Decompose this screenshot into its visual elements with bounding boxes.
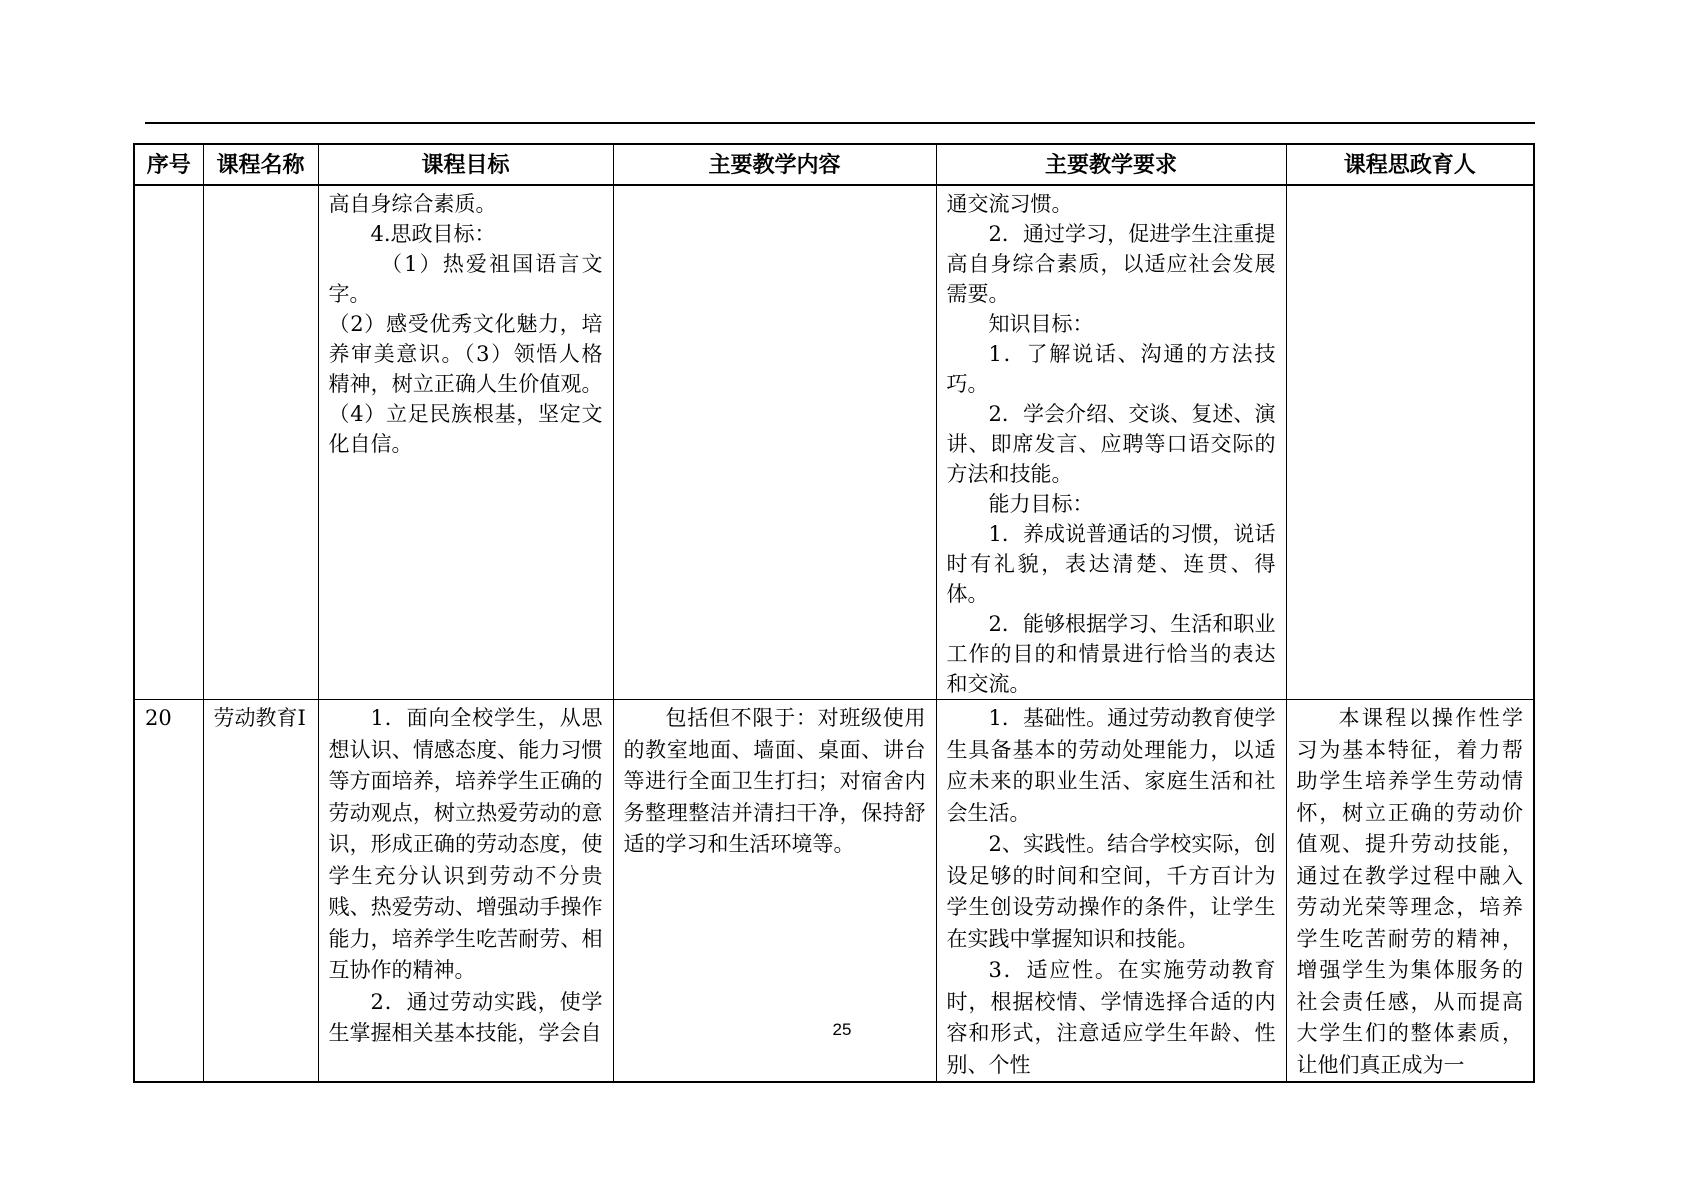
paragraph: 2、实践性。结合学校实际，创设足够的时间和空间，千方百计为学生创设劳动操作的条件，让学生在实践中掌握知识和技能。 xyxy=(946,832,1276,951)
paragraph: 1．基础性。通过劳动教育使学生具备基本的劳动处理能力，以适应未来的职业生活、家庭生活和社会生活。 xyxy=(946,706,1276,825)
table-row-continuation xyxy=(134,185,1534,700)
paragraph: 通交流习惯。 xyxy=(946,192,1073,216)
cell-requirements xyxy=(936,185,1286,700)
paragraph: 2．学会介绍、交谈、复述、演讲、即席发言、应聘等口语交际的方法和技能。 xyxy=(946,402,1276,486)
cell-seq xyxy=(134,185,203,700)
course-table xyxy=(133,143,1535,1083)
paragraph: 2．通过劳动实践，使学生掌握相关基本技能，学会自 xyxy=(328,989,603,1045)
page-number: 25 xyxy=(832,1020,852,1039)
header-ideology: 课程思政育人 xyxy=(1286,144,1534,185)
paragraph: 本课程以操作性学习为基本特征，着力帮助学生培养学生劳动情怀，树立正确的劳动价值观、提升劳动技能，通过在教学过程中融入劳动光荣等理念，培养学生吃苦耐劳的精神，增强学生为集体服务的社会责任感，从而提高大学生们的整体素质，让他们真正成为一 xyxy=(1296,706,1523,1077)
paragraph: （2）感受优秀文化魅力，培养审美意识。（3）领悟人格精神，树立正确人生价值观。（4）立足民族根基，坚定文化自信。 xyxy=(328,312,603,456)
seq-value: 20 xyxy=(145,706,172,730)
header-seq: 序号 xyxy=(134,144,203,185)
paragraph: 1．养成说普通话的习惯，说话时有礼貌，表达清楚、连贯、得体。 xyxy=(946,522,1276,606)
paragraph: 4.思政目标： xyxy=(370,222,496,246)
paragraph: 包括但不限于：对班级使用的教室地面、墙面、桌面、讲台等进行全面卫生打扫；对宿舍内务整理整洁并清扫干净，保持舒适的学习和生活环境等。 xyxy=(623,706,926,856)
paragraph: 1．了解说话、沟通的方法技巧。 xyxy=(946,342,1276,396)
paragraph: 2．能够根据学习、生活和职业工作的目的和情景进行恰当的表达和交流。 xyxy=(946,612,1276,696)
paragraph: 能力目标： xyxy=(988,492,1094,516)
header-requirements: 主要教学要求 xyxy=(936,144,1286,185)
course-name-value: 劳动教育Ⅰ xyxy=(213,706,306,730)
header-rule xyxy=(145,122,1535,124)
paragraph: （1）热爱祖国语言文字。 xyxy=(328,252,603,306)
paragraph: 知识目标： xyxy=(988,312,1094,336)
paragraph: 3．适应性。在实施劳动教育时，根据校情、学情选择合适的内容和形式，注意适应学生年龄、性别、个性 xyxy=(946,958,1276,1077)
cell-objectives xyxy=(318,185,613,700)
paragraph: 2．通过学习，促进学生注重提高自身综合素质，以适应社会发展需要。 xyxy=(946,222,1276,306)
cell-course-name xyxy=(203,185,318,700)
header-course-name: 课程名称 xyxy=(203,144,318,185)
table-header-row xyxy=(134,144,1534,185)
paragraph: 高自身综合素质。 xyxy=(328,192,497,216)
cell-ideology xyxy=(1286,185,1534,700)
header-content: 主要教学内容 xyxy=(613,144,936,185)
header-objectives: 课程目标 xyxy=(318,144,613,185)
cell-content xyxy=(613,185,936,700)
paragraph: 1．面向全校学生，从思想认识、情感态度、能力习惯等方面培养，培养学生正确的劳动观点，树立热爱劳动的意识，形成正确的劳动态度，使学生充分认识到劳动不分贵贱、热爱劳动、增强动手操作能力，培养学生吃苦耐劳、相互协作的精神。 xyxy=(328,706,603,982)
